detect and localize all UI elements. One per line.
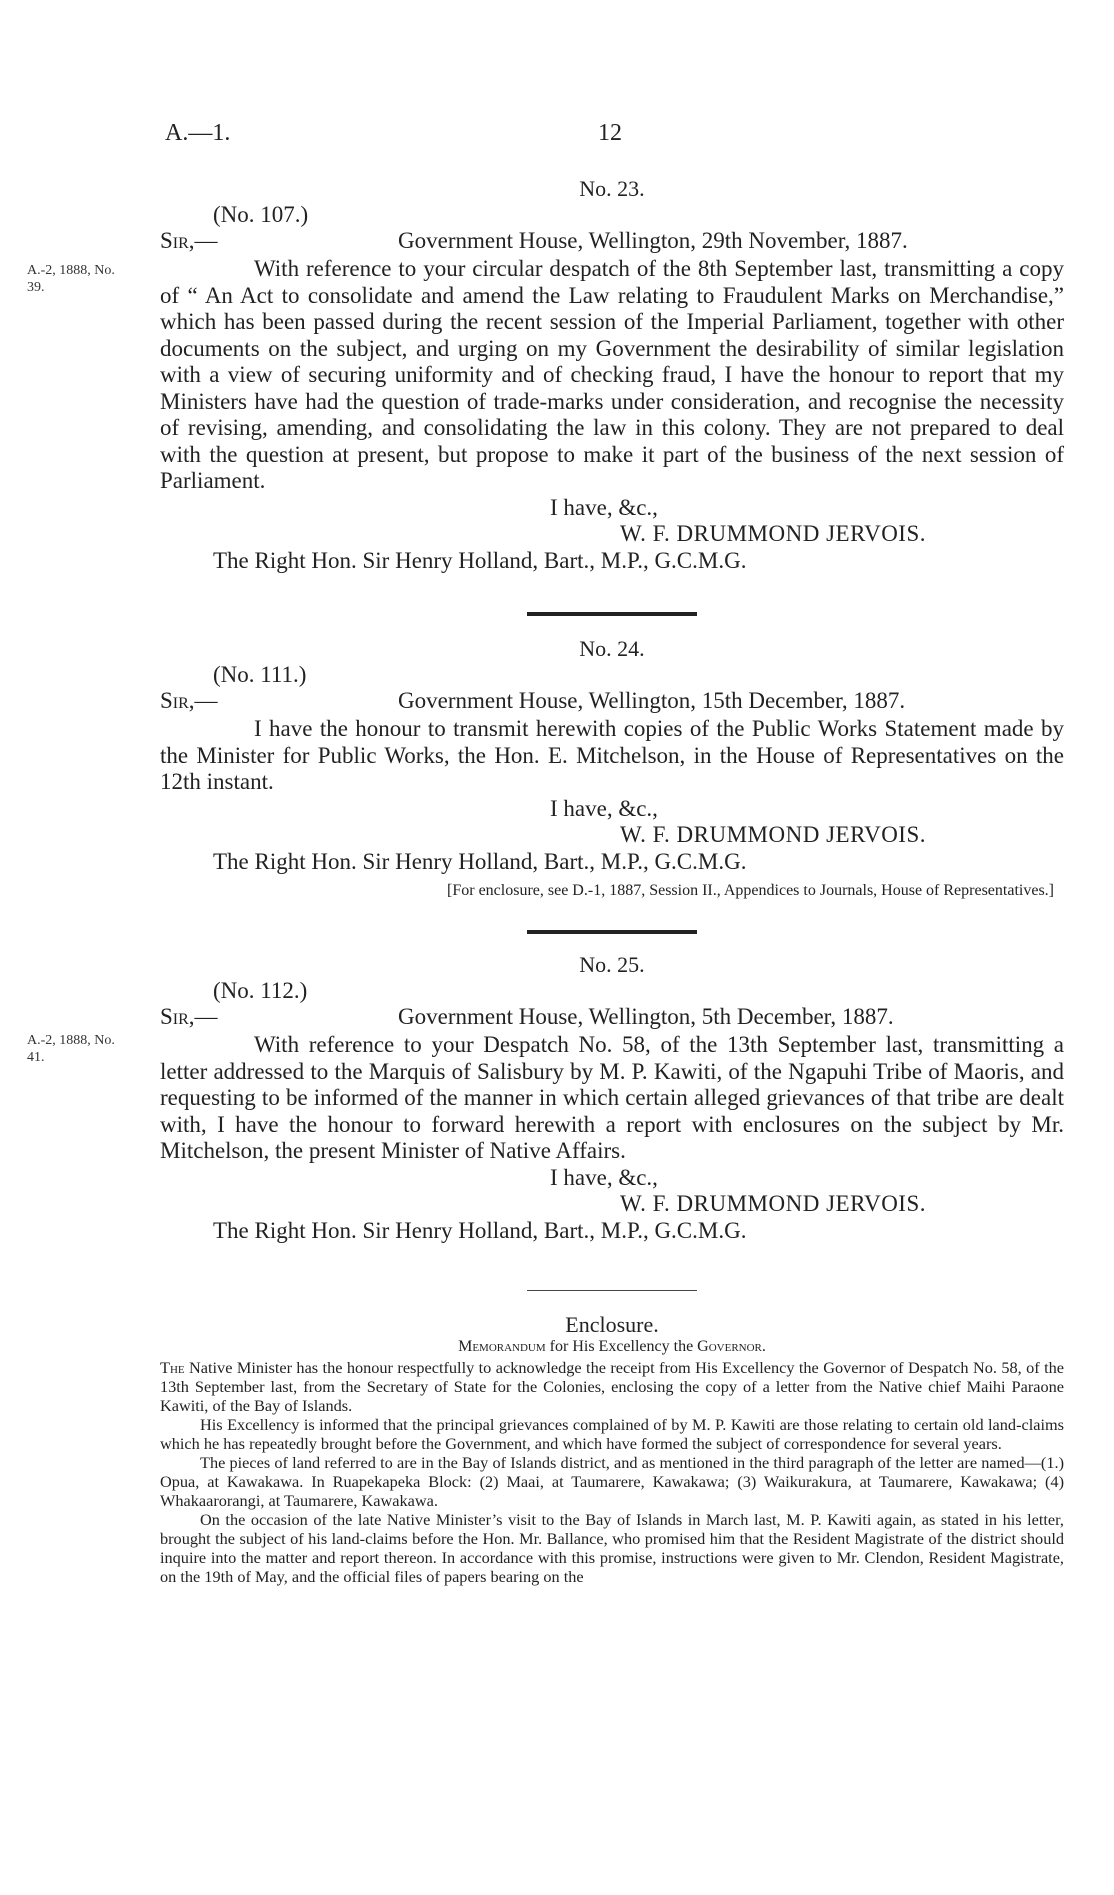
- letter-body: I have the honour to transmit herewith copies of the Public Works Statement made by the Minister for Public Works, the Hon. E. Mitchelson, in the House of Representatives on the 12th instant.: [160, 716, 1064, 794]
- margin-note-no25: A.-2, 1888, No. 41.: [27, 1033, 115, 1065]
- memo-paragraph: The pieces of land referred to are in the Bay of Islands district, and as mentioned in the third paragraph of the letter are named—(1.) Opua, at Kawakawa. In Ruapekapeka Block: (2) Maai, at Taumarere, Kawakawa; (3) Waikurakura, at Taumarere, Kawakawa; (4) Whakaarorangi, at Taumarere, Kawakawa.: [160, 1453, 1064, 1510]
- closing: I have, &c.,: [550, 494, 658, 520]
- signature: W. F. DRUMMOND JERVOIS.: [620, 821, 927, 847]
- page-number: 12: [598, 120, 622, 146]
- memo-paragraph: On the occasion of the late Native Minister’s visit to the Bay of Islands in March last, M. P. Kawiti again, as stated in his letter, brought the subject of his land-claims before the Hon. Mr. Ballance, who promised him that the Resident Magistrate of the district should inquire into the matter and report thereon. In accordance with this promise, instructions were given to Mr. Clendon, Resident Magistrate, on the 19th of May, and the official files of papers bearing on the: [160, 1510, 1064, 1586]
- salutation: Sir,—: [160, 228, 218, 253]
- letter-no-25: [160, 952, 1064, 1245]
- letter-body: With reference to your circular despatch of the 8th September last, transmitting a copy of “ An Act to consolidate and amend the Law relating to Fraudulent Marks on Merchandise,” which has been passed during the recent session of the Imperial Parliament, together with other documents on the subject, and urging on my Government the desirability of similar legislation with a view of securing uniformity and of checking fraud, I have the honour to report that my Ministers have had the question of trade-marks under consideration, and recognise the necessity of revising, amending, and consolidating the law in this colony. They are not prepared to deal with the question at present, but propose to make it part of the business of the next session of Parliament.: [160, 256, 1064, 493]
- place-date: Government House, Wellington, 15th December, 1887.: [398, 688, 906, 713]
- salutation-line: [160, 688, 1064, 716]
- letter-body: With reference to your Despatch No. 58, of the 13th September last, transmitting a letter addressed to the Marquis of Salisbury by M. P. Kawiti, of the Ngapuhi Tribe of Maoris, and requesting to be informed of the manner in which certain alleged grievances of that tribe are dealt with, I have the honour to forward herewith a report with enclosures on the subject by Mr. Mitchelson, the present Minister of Native Affairs.: [160, 1032, 1064, 1163]
- recipient: The Right Hon. Sir Henry Holland, Bart., M.P., G.C.M.G.: [213, 1217, 747, 1243]
- recipient: The Right Hon. Sir Henry Holland, Bart., M.P., G.C.M.G.: [213, 848, 747, 874]
- letter-ref: (No. 111.): [213, 662, 307, 687]
- document-code: A.—1.: [165, 120, 231, 146]
- enclosure-note: [For enclosure, see D.-1, 1887, Session II., Appendices to Journals, House of Representatives.]: [447, 881, 1054, 899]
- letter-ref: (No. 107.): [213, 202, 309, 227]
- recipient: The Right Hon. Sir Henry Holland, Bart., M.P., G.C.M.G.: [213, 547, 747, 573]
- margin-note-no23: A.-2, 1888, No. 39.: [27, 263, 115, 295]
- section-divider: [527, 930, 697, 934]
- memo-paragraph: The Native Minister has the honour respectfully to acknowledge the receipt from His Excellency the Governor of Despatch No. 58, of the 13th September last, from the Secretary of State for the Colonies, enclosing the copy of a letter from the Native chief Maihi Paraone Kawiti, of the Bay of Islands.: [160, 1358, 1064, 1415]
- salutation-line: [160, 228, 1064, 256]
- letter-number: No. 25.: [579, 952, 645, 977]
- salutation: Sir,—: [160, 688, 218, 713]
- closing: I have, &c.,: [550, 795, 658, 821]
- signature: W. F. DRUMMOND JERVOIS.: [620, 520, 927, 546]
- signature: W. F. DRUMMOND JERVOIS.: [620, 1190, 927, 1216]
- closing: I have, &c.,: [550, 1164, 658, 1190]
- section-divider: [527, 1290, 697, 1291]
- place-date: Government House, Wellington, 29th November, 1887.: [398, 228, 908, 253]
- enclosure-title: Enclosure.: [565, 1312, 659, 1337]
- memo-paragraph: His Excellency is informed that the principal grievances complained of by M. P. Kawiti are those relating to certain old land-claims which he has repeatedly brought before the Government, and which have formed the subject of correspondence for several years.: [160, 1415, 1064, 1453]
- place-date: Government House, Wellington, 5th December, 1887.: [398, 1004, 894, 1029]
- letter-no-24: [160, 636, 1064, 900]
- letter-number: No. 24.: [579, 636, 645, 661]
- letter-no-23: [160, 176, 1064, 575]
- enclosure-memorandum: [160, 1312, 1064, 1586]
- section-divider: [527, 612, 697, 616]
- memo-heading: Memorandum for His Excellency the Governor.: [458, 1338, 766, 1355]
- letter-number: No. 23.: [579, 176, 645, 201]
- salutation: Sir,—: [160, 1004, 218, 1029]
- letter-ref: (No. 112.): [213, 978, 308, 1003]
- salutation-line: [160, 1004, 1064, 1032]
